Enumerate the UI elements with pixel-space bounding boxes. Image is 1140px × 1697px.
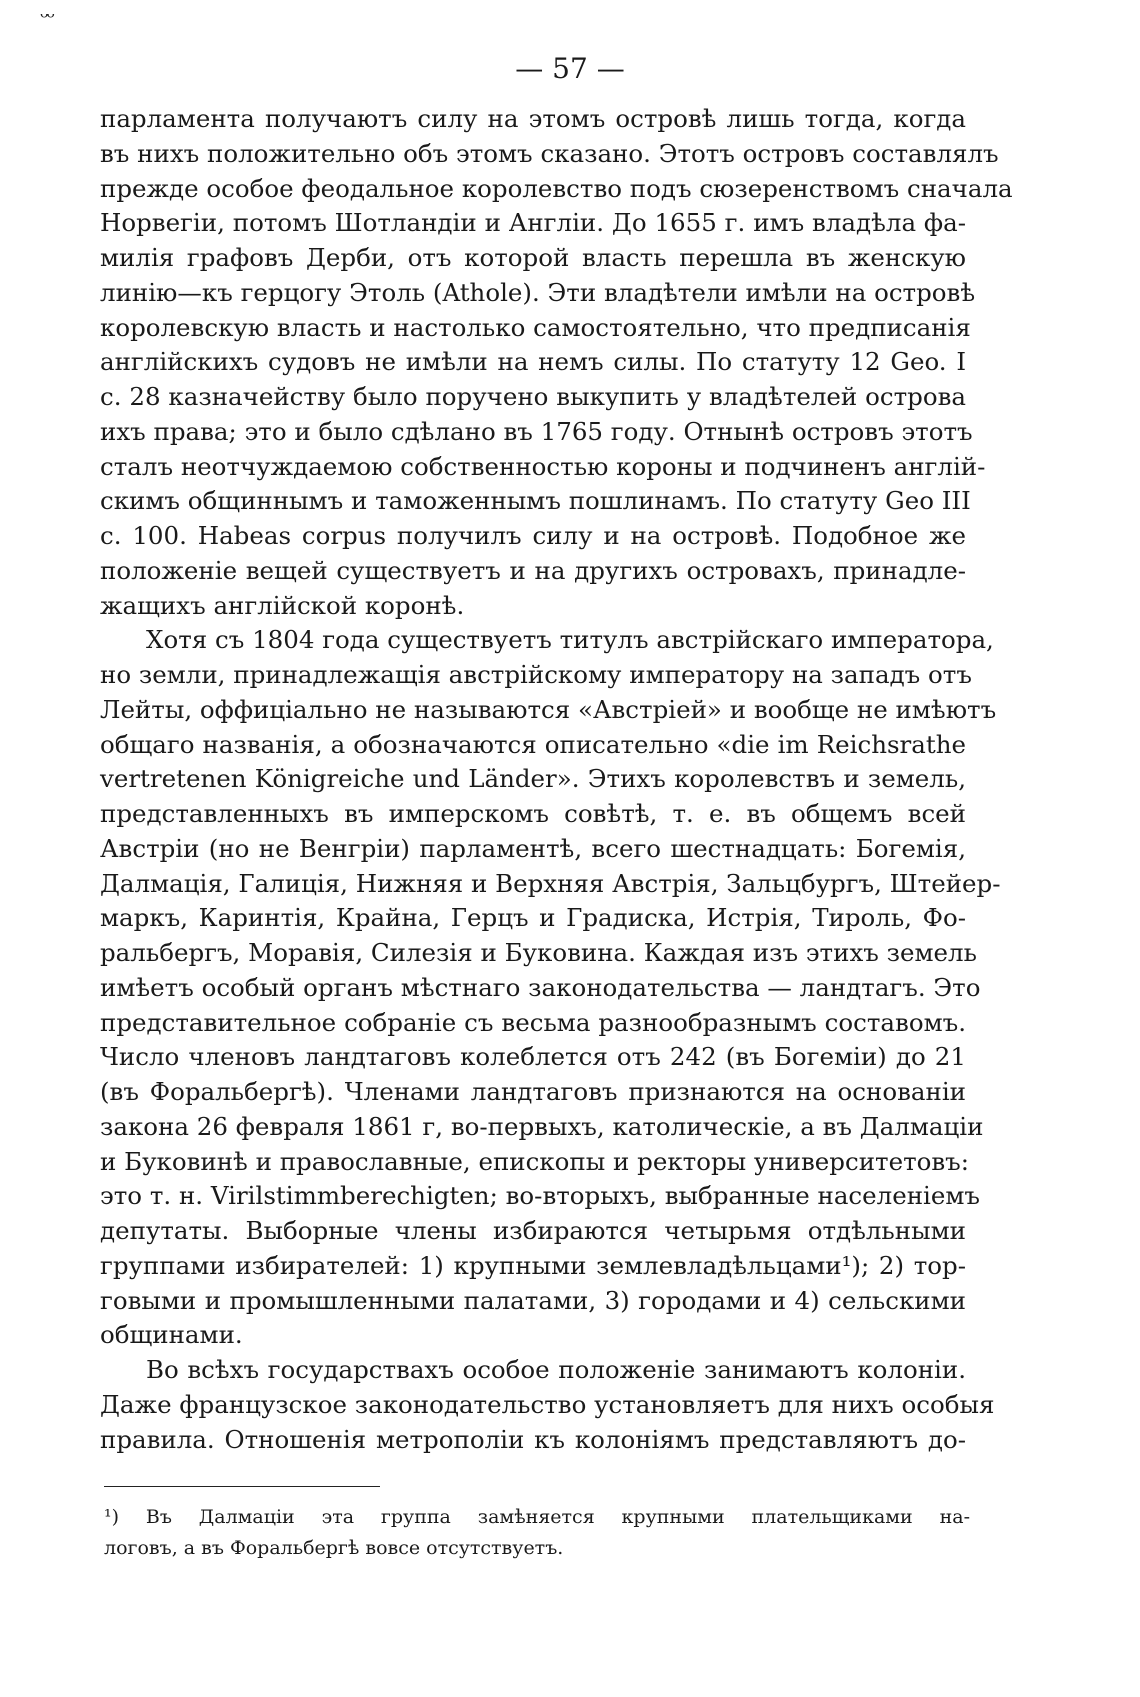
- page-number: — 57 —: [515, 52, 625, 85]
- body-line: представленныхъ въ имперскомъ совѣтѣ, т. е. въ общемъ всей: [100, 799, 966, 828]
- corner-mark: ᵕᵕ: [40, 6, 53, 31]
- body-line: милія графовъ Дерби, отъ которой власть перешла въ женскую: [100, 243, 966, 272]
- body-line: въ нихъ положительно объ этомъ сказано. Этотъ островъ составлялъ: [100, 138, 999, 168]
- footnote-line: логовъ, а въ Форальбергѣ вовсе отсутствуетъ.: [104, 1537, 564, 1559]
- body-line: Во всѣхъ государствахъ особое положеніе занимаютъ колоніи.: [146, 1355, 966, 1384]
- body-line: и Буковинѣ и православные, епископы и ректоры университетовъ:: [100, 1146, 970, 1176]
- body-text: [100, 102, 1013, 1457]
- body-line: Даже французское законодательство установляетъ для нихъ особыя: [100, 1389, 995, 1419]
- body-line: жащихъ англійской коронѣ.: [100, 590, 465, 620]
- body-line: имѣетъ особый органъ мѣстнаго законодательства — ландтагъ. Это: [100, 972, 981, 1002]
- body-line: это т. н. Virilstimmberechigten; во-вторыхъ, выбранные населеніемъ: [100, 1181, 981, 1211]
- body-line: c. 28 казначейству было поручено выкупить у владѣтелей острова: [100, 382, 966, 411]
- body-line: Далмація, Галиція, Нижняя и Верхняя Австрія, Зальцбургъ, Штейер-: [100, 868, 1001, 898]
- body-line: общинами.: [100, 1320, 243, 1350]
- body-line: положеніе вещей существуетъ и на другихъ островахъ, принадле-: [100, 555, 966, 585]
- body-line: маркъ, Каринтія, Крайна, Герцъ и Градиска, Истрія, Тироль, Фо-: [100, 903, 966, 933]
- body-line: ихъ права; это и было сдѣлано въ 1765 году. Отнынѣ островъ этотъ: [100, 416, 973, 446]
- body-line: королевскую власть и настолько самостоятельно, что предписанія: [100, 312, 971, 342]
- body-line: парламента получаютъ силу на этомъ островѣ лишь тогда, когда: [100, 104, 966, 133]
- body-line: депутаты. Выборные члены избираются четырьмя отдѣльными: [100, 1216, 966, 1245]
- body-line: Хотя съ 1804 года существуетъ титулъ австрійскаго императора,: [146, 625, 994, 655]
- body-line: c. 100. Habeas corpus получилъ силу и на островѣ. Подобное же: [100, 521, 966, 550]
- body-line: скимъ общиннымъ и таможеннымъ пошлинамъ. По статуту Geo III: [100, 486, 971, 516]
- body-line: (въ Форальбергѣ). Членами ландтаговъ признаются на основаніи: [100, 1077, 966, 1106]
- body-line: группами избирателей: 1) крупными землевладѣльцами¹); 2) тор-: [100, 1250, 966, 1280]
- footnote: [104, 1502, 970, 1564]
- body-line: общаго названія, а обозначаются описательно «die im Reichsrathe: [100, 729, 966, 759]
- body-line: говыми и промышленными палатами, 3) городами и 4) сельскими: [100, 1285, 966, 1315]
- body-line: англійскихъ судовъ не имѣли на немъ силы. По статуту 12 Geo. I: [100, 347, 966, 377]
- footnote-divider: [104, 1486, 380, 1487]
- body-line: правила. Отношенія метрополіи къ колоніямъ представляютъ до-: [100, 1424, 966, 1454]
- body-line: vertretenen Königreiche und Länder». Этихъ королевствъ и земель,: [100, 764, 966, 794]
- body-line: представительное собраніе съ весьма разнообразнымъ составомъ.: [100, 1007, 966, 1037]
- body-line: прежде особое феодальное королевство подъ сюзеренствомъ сначала: [100, 173, 1013, 203]
- body-line: Лейты, оффиціально не называются «Австріей» и вообще не имѣютъ: [100, 694, 997, 724]
- body-line: сталъ неотчуждаемою собственностью короны и подчиненъ англій-: [100, 451, 986, 481]
- body-line: ральбергъ, Моравія, Силезія и Буковина. Каждая изъ этихъ земель: [100, 938, 977, 967]
- body-line: Австріи (но не Венгріи) парламентѣ, всего шестнадцать: Богемія,: [100, 833, 966, 863]
- body-line: Число членовъ ландтаговъ колеблется отъ 242 (въ Богеміи) до 21: [100, 1042, 966, 1072]
- body-line: линію—къ герцогу Этоль (Athole). Эти владѣтели имѣли на островѣ: [100, 277, 976, 307]
- footnote-line: ¹) Въ Далмаціи эта группа замѣняется крупными плательщиками на-: [104, 1506, 970, 1528]
- body-line: закона 26 февраля 1861 г, во-первыхъ, католическіе, а въ Далмаціи: [100, 1111, 984, 1141]
- body-line: Норвегіи, потомъ Шотландіи и Англіи. До 1655 г. имъ владѣла фа-: [100, 208, 966, 238]
- body-line: но земли, принадлежащія австрійскому императору на западъ отъ: [100, 660, 972, 689]
